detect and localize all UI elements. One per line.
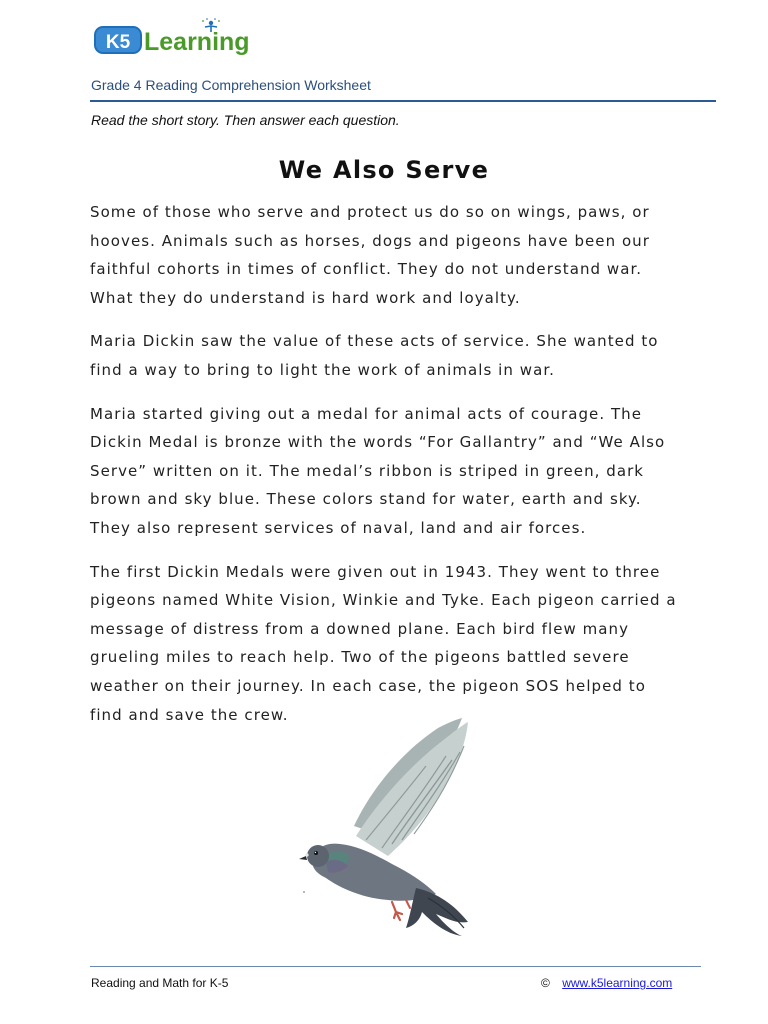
header-divider	[90, 100, 716, 102]
instructions: Read the short story. Then answer each question.	[91, 112, 400, 128]
story-paragraph: Maria Dickin saw the value of these acts of service. She wanted to find a way to bring to light the work of animals in war.	[90, 332, 659, 379]
footer-tagline: Reading and Math for K-5	[91, 976, 229, 990]
story-paragraph: Some of those who serve and protect us do so on wings, paws, or hooves. Animals such as horses, dogs and pigeons have been our faithful cohorts in times of conflict. They do not understand war. What they do understand is hard work and loyalty.	[90, 203, 650, 307]
k5-learning-logo	[92, 18, 262, 62]
story-title: We Also Serve	[278, 156, 490, 184]
story-paragraph: Maria started giving out a medal for animal acts of courage. The Dickin Medal is bronze with the words “For Gallantry” and “We Also Serve” written on it. The medal’s ribbon is striped in green, dark brown and sky blue. These colors stand for water, earth and sky. They also represent services of naval, land and air forces.	[90, 404, 666, 537]
story-body	[90, 198, 680, 744]
story-paragraph: The first Dickin Medals were given out in 1943. They went to three pigeons named White Vision, Winkie and Tyke. Each pigeon carried a message of distress from a downed plane. Each bird flew many grueling miles to reach help. Two of the pigeons battled severe weather on their journey. In each case, the pigeon SOS helped to find and save the crew.	[90, 562, 677, 724]
pigeon-icon	[296, 716, 476, 936]
k5learning-link[interactable]: www.k5learning.com	[562, 976, 673, 990]
svg-text:K5: K5	[105, 32, 131, 53]
worksheet-type: Grade 4 Reading Comprehension Worksheet	[91, 77, 371, 93]
footer-copyright	[541, 976, 672, 990]
copyright-symbol: ©	[541, 976, 550, 990]
svg-text:Learning: Learning	[144, 28, 250, 56]
footer-divider	[90, 966, 701, 967]
